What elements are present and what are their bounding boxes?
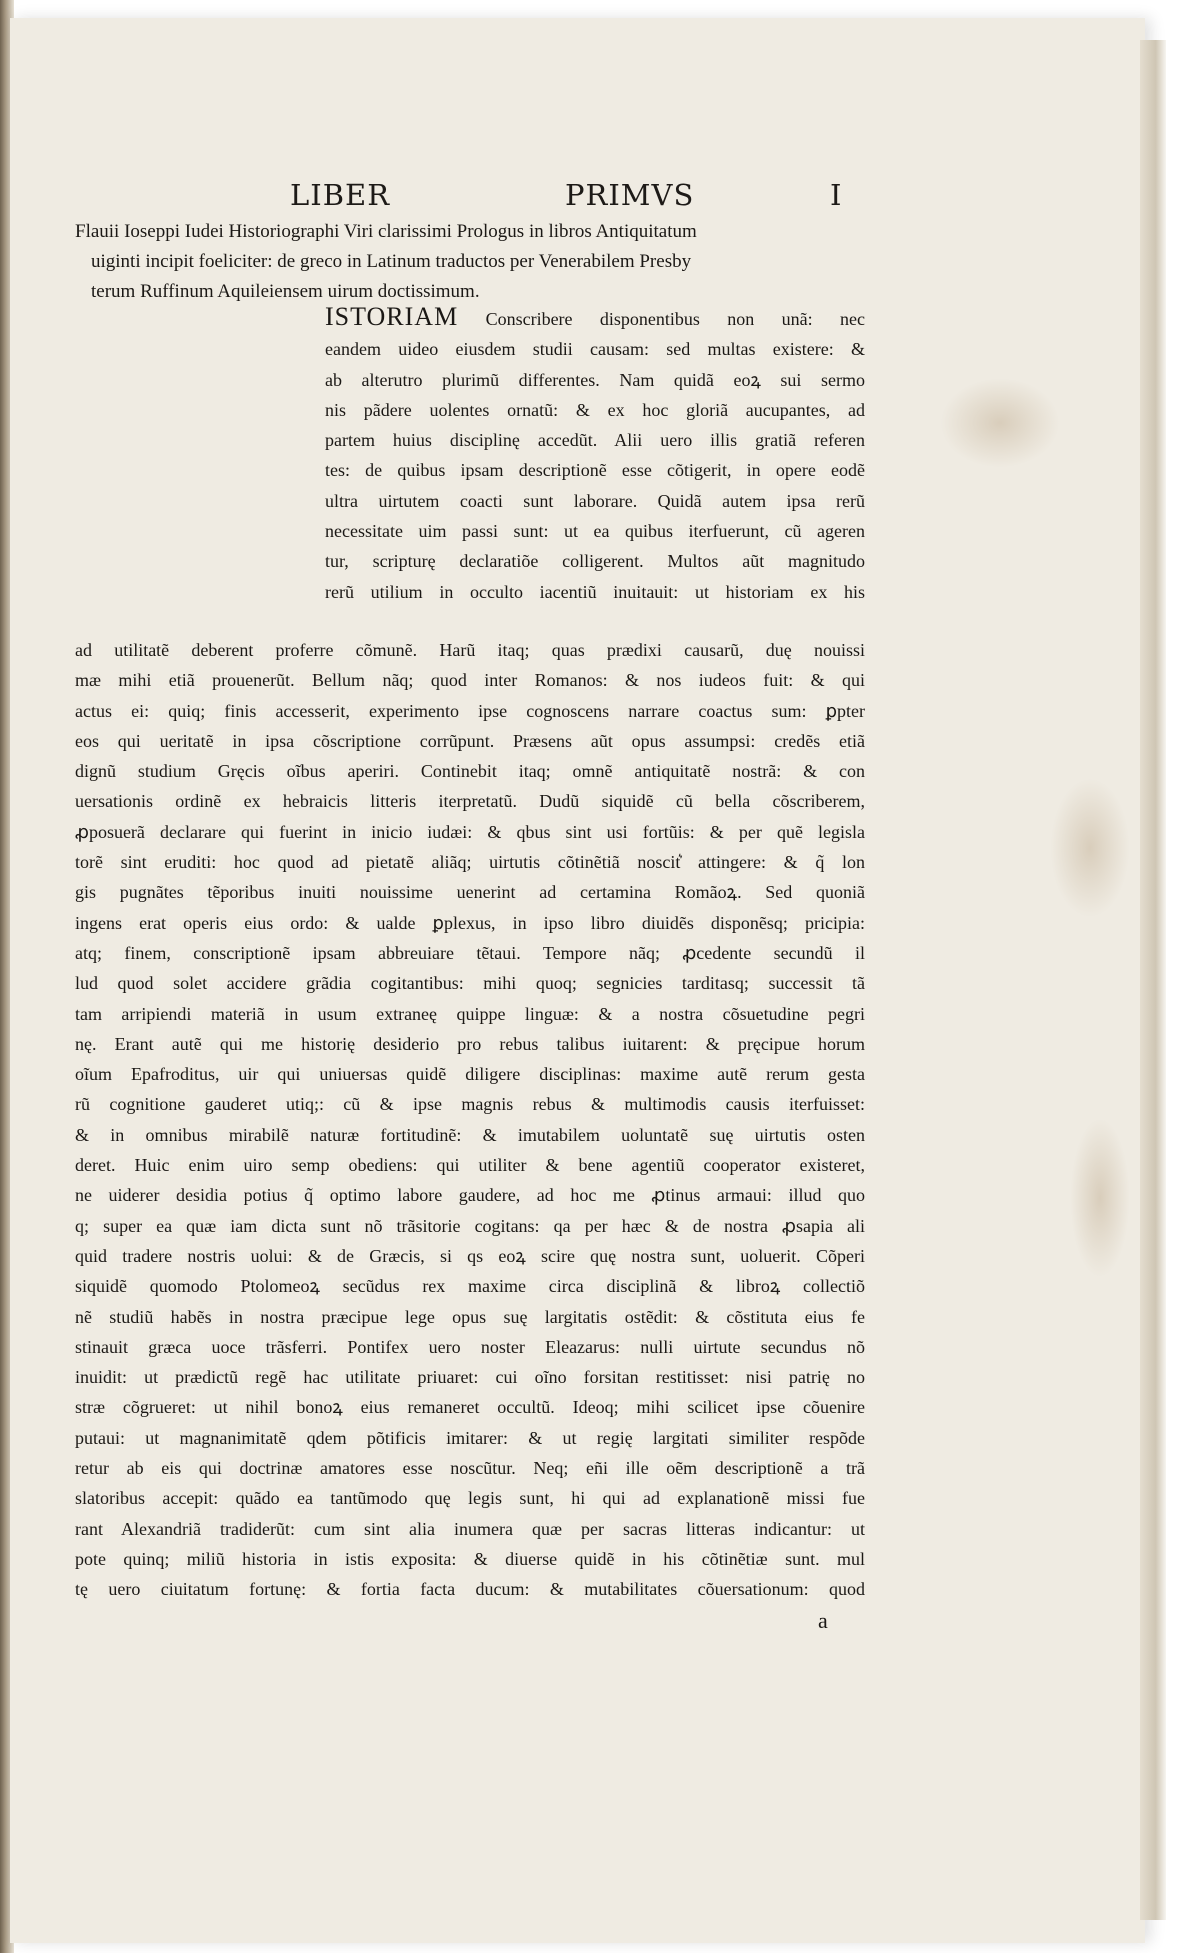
text-line: deret. Huic enim uiro semp obediens: qui utiliter & bene agentiũ cooperator existeret, [75, 1155, 865, 1176]
running-head-liber: LIBER [290, 178, 391, 212]
text-line: actus ei: quiq; finis accesserit, experimento ipse cognoscens narrare coactus sum: ꝑpter [75, 700, 865, 721]
text-line: ne uiderer desidia potius q̃ optimo labore gaudere, ad hoc me ꝓtinus armaui: illud quo [75, 1185, 865, 1206]
text-line: ab alterutro plurimũ differentes. Nam quidã eoꝝ sui sermo [325, 369, 865, 390]
text-line-rest: Conscribere disponentibus non unã: nec [458, 309, 865, 329]
text-line: ad utilitatẽ deberent proferre cõmunẽ. Harũ itaq; quas prædixi causarũ, duę nouissi [75, 640, 865, 660]
foxing-spot [1050, 778, 1130, 918]
text-line: & in omnibus mirabilẽ naturæ fortitudinẽ: & imutabilem uoluntatẽ suę uirtutis osten [75, 1124, 865, 1145]
text-line: ingens erat operis eius ordo: & ualde ꝑplexus, in ipso libro diuidẽs disponẽsq; pricipia: [75, 912, 865, 933]
text-line: ꝓposuerã declarare qui fuerint in inicio iudæi: & qbus sint usi fortũis: & per quẽ legisla [75, 821, 865, 842]
running-head-primus: PRIMVS [565, 178, 695, 212]
text-line: nẽ studiũ habẽs in nostra præcipue lege opus suę largitatis ostẽdit: & cõstituta eius fe [75, 1306, 865, 1327]
text-line: tam arripiendi materiã in usum extraneę quippe linguæ: & a nostra cõsuetudine pegri [75, 1003, 865, 1024]
text-line: inuidit: ut prædictũ regẽ hac utilitate priuaret: cui oĩno forsitan restitisset: nisi patrię no [75, 1367, 865, 1388]
text-line: nis pãdere uolentes ornatũ: & ex hoc gloriã aucupantes, ad [325, 399, 865, 420]
text-line: rant Alexandriã tradiderũt: cum sint alia inumera quæ per sacras litteras indicantur: ut [75, 1518, 865, 1539]
text-line: stræ cõgrueret: ut nihil bonoꝝ eius remaneret occultũ. Ideoq; mihi scilicet ipse cõuenire [75, 1397, 865, 1418]
prologue-line: Flauii Iosеppi Iudei Historiographi Viri clarissimi Prologus in libros Antiquitatum [75, 221, 697, 242]
signature-mark: a [818, 1608, 828, 1633]
page-fore-edge [1140, 40, 1166, 1920]
text-line [325, 302, 865, 334]
foxing-spot [940, 378, 1060, 468]
text-line: necessitate uim passi sunt: ut ea quibus iterfuerunt, cũ ageren [325, 521, 865, 542]
text-line: oĩum Epafroditus, uir qui uniuersas quidẽ diligere disciplinas: maxime autẽ rerum gesta [75, 1064, 865, 1085]
text-line: tę uero ciuitatum fortunę: & fortia facta ducum: & mutabilitates cõuersationum: quod [75, 1579, 865, 1600]
text-line: slatoribus accepit: quãdo ea tantũmodo quę legis sunt, hi qui ad explanationẽ missi fue [75, 1488, 865, 1509]
text-line: stinauit græca uoce trãsferri. Pontifex uero noster Eleazarus: nulli uirtute secundus nõ [75, 1336, 865, 1357]
text-line: atq; finem, conscriptionẽ ipsam abbreuiare tẽtaui. Tempore nãq; ꝓcedente secundũ il [75, 942, 865, 963]
text-line: nę. Erant autẽ qui me historię desiderio pro rebus talibus iuitarent: & pręcipue horum [75, 1033, 865, 1054]
text-line: partem huius disciplinę accedũt. Alii uero illis gratiã referen [325, 430, 865, 451]
text-line: gis pugnãtes tẽporibus inuiti nouissime uenerint ad certamina Romãoꝝ. Sed quoniã [75, 882, 865, 903]
text-line: retur ab eis qui doctrinæ amatores esse noscũtur. Neq; eñi ille oẽm descriptionẽ a trã [75, 1458, 865, 1479]
text-line: putaui: ut magnanimitatẽ qdem põtificis imitarer: & ut regię largitati similiter respõde [75, 1427, 865, 1448]
text-line: torẽ sint eruditi: hoc quod ad pietatẽ aliãq; uirtutis cõtinẽtiã noscit͛ attingere: & q̃ lon [75, 852, 865, 873]
foxing-spot [1070, 1118, 1130, 1278]
text-line: rũ cognitione gauderet utiq;: cũ & ipse magnis rebus & multimodis causis iterfuisset: [75, 1094, 865, 1115]
text-line: quid tradere nostris uolui: & de Græcis, si qs eoꝝ scire quę nostra sunt, uoluerit. Cõperi [75, 1245, 865, 1266]
opening-word: ISTORIAM [325, 302, 459, 331]
folio-number: I [830, 178, 843, 212]
text-line: eos qui ueritatẽ in ipsa cõscriptione corrũpunt. Præsens aũt opus assumpsi: credẽs etiã [75, 730, 865, 751]
text-line: pote quinq; miliũ historia in istis exposita: & diuerse quidẽ in his cõtinẽtiæ sunt. mul [75, 1548, 865, 1569]
prologue-line: terum Ruffinum Aquileiensem uirum doctissimum. [91, 281, 480, 302]
text-block-indented [325, 302, 865, 607]
running-head [290, 178, 850, 218]
text-line: lud quod solet accidere grãdia cogitantibus: mihi quoq; segnicies tarditasq; successit tã [75, 973, 865, 994]
text-block-full [75, 635, 865, 1605]
text-line: ultra uirtutem coacti sunt laborare. Quidã autem ipsa rerũ [325, 490, 865, 511]
text-line: mæ mihi etiã prouenerũt. Bellum nãq; quod inter Romanos: & nos iudeos fuit: & qui [75, 670, 865, 691]
prologue-heading [75, 217, 875, 307]
prologue-line: uiginti incipit foeliciter: de greco in Latinum traductos per Venerabilem Presby [91, 251, 692, 272]
text-line: tes: de quibus ipsam descriptionẽ esse cõtigerit, in opere eodẽ [325, 460, 865, 481]
text-line: eandem uideo eiusdem studii causam: sed multas existere: & [325, 339, 865, 360]
text-line: q; super ea quæ iam dicta sunt nõ trãsitorie cogitans: qa per hæc & de nostra ꝓsapia ali [75, 1215, 865, 1236]
text-line: dignũ studium Gręcis oĩbus aperiri. Continebit itaq; omnẽ antiquitatẽ nostrã: & con [75, 761, 865, 782]
text-line: rerũ utilium in occulto iacentiũ inuitauit: ut historiam ex his [325, 581, 865, 602]
text-line: uersationis ordinẽ ex hebraicis litteris iterpretatũ. Dudũ siquidẽ cũ bella cõscriberem, [75, 791, 865, 812]
text-line: siquidẽ quomodo Ptolomeoꝝ secũdus rex maxime circa disciplinã & libroꝝ collectiõ [75, 1276, 865, 1297]
text-line: tur, scripturę declaratiõe colligerent. Multos aũt magnitudo [325, 551, 865, 572]
